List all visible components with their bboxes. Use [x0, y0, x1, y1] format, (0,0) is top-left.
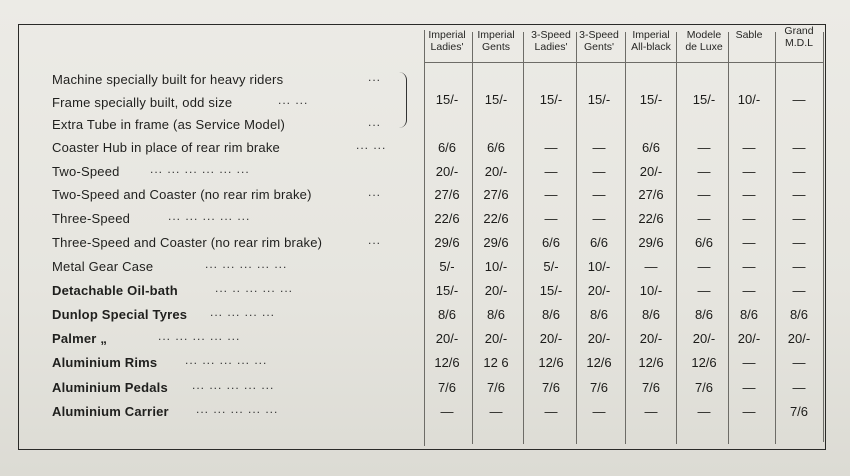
price-cell: — [742, 164, 756, 179]
leader-dots: ... ... ... ... ... [192, 378, 275, 392]
price-cell: — [697, 187, 711, 202]
price-cell: — [792, 211, 806, 226]
price-cell: — [792, 355, 806, 370]
row-label: Coaster Hub in place of rear rim brake [52, 140, 280, 155]
price-cell: — [742, 211, 756, 226]
leader-dots: ... .. ... ... ... [215, 281, 294, 295]
price-cell: 10/- [484, 259, 508, 274]
price-cell: — [644, 259, 658, 274]
price-cell: 20/- [484, 331, 508, 346]
price-cell: 6/6 [541, 235, 561, 250]
price-cell: 15/- [539, 283, 563, 298]
price-cell: — [592, 164, 606, 179]
price-cell: 10/- [587, 259, 611, 274]
column-header-line2: M.D.L [784, 36, 813, 49]
price-cell: 27/6 [434, 187, 460, 202]
price-cell: 6/6 [641, 140, 661, 155]
price-cell: — [792, 164, 806, 179]
column-header [625, 30, 677, 53]
column-header-line2: Gents' [583, 40, 615, 53]
leader-dots: ... ... ... ... ... [196, 402, 279, 416]
price-cell: — [697, 140, 711, 155]
column-header-line1: Imperial [428, 29, 466, 41]
header-rule [424, 62, 823, 63]
leader-dots: ... ... ... ... ... [158, 329, 241, 343]
column-header-line1: 3-Speed [579, 29, 619, 41]
price-cell: 27/6 [638, 187, 664, 202]
price-cell: 6/6 [437, 140, 457, 155]
row-label: Aluminium Pedals [52, 380, 168, 395]
price-cell: 20/- [484, 283, 508, 298]
row-label: Frame specially built, odd size [52, 95, 233, 110]
price-cell: — [742, 355, 756, 370]
price-cell: 7/6 [641, 380, 661, 395]
price-cell: 15/- [484, 92, 508, 107]
price-cell: — [792, 259, 806, 274]
price-cell: — [742, 187, 756, 202]
price-cell: 20/- [539, 331, 563, 346]
price-cell: — [592, 187, 606, 202]
price-cell: — [742, 404, 756, 419]
price-cell: 12/6 [434, 355, 460, 370]
price-cell: 7/6 [789, 404, 809, 419]
price-cell: 12/6 [586, 355, 612, 370]
price-cell: — [742, 140, 756, 155]
price-cell: 20/- [692, 331, 716, 346]
column-header-line1: 3-Speed [531, 29, 571, 41]
row-label: Detachable Oil-bath [52, 283, 178, 298]
leader-dots: ... ... ... ... [210, 305, 276, 319]
price-cell: 12 6 [483, 355, 509, 370]
price-cell: 8/6 [789, 307, 809, 322]
column-header [470, 30, 522, 53]
column-header [421, 30, 473, 53]
column-header-line1: Grand [784, 25, 814, 37]
price-cell: — [592, 211, 606, 226]
row-label: Aluminium Carrier [52, 404, 169, 419]
price-cell: 15/- [435, 92, 459, 107]
price-cell: 10/- [737, 92, 761, 107]
price-cell: 22/6 [434, 211, 460, 226]
row-label: Three-Speed and Coaster (no rear rim brake) [52, 235, 323, 250]
leader-dots: ... [368, 70, 382, 84]
price-cell: — [742, 380, 756, 395]
price-cell: 20/- [787, 331, 811, 346]
price-cell: 8/6 [739, 307, 759, 322]
price-cell: — [697, 211, 711, 226]
price-cell: 6/6 [486, 140, 506, 155]
leader-dots: ... [368, 233, 382, 247]
column-header-line1: Sable [735, 29, 763, 41]
column-header-line1: Imperial [632, 29, 670, 41]
price-cell: 20/- [435, 331, 459, 346]
column-rule [523, 32, 524, 444]
row-label: Two-Speed and Coaster (no rear rim brake) [52, 187, 312, 202]
column-header-line2: Ladies' [534, 40, 568, 53]
price-cell: — [440, 404, 454, 419]
row-label: Palmer „ [52, 331, 108, 346]
price-cell: 15/- [639, 92, 663, 107]
price-cell: 8/6 [694, 307, 714, 322]
price-cell: — [592, 140, 606, 155]
row-label: Metal Gear Case [52, 259, 154, 274]
price-cell: — [742, 259, 756, 274]
column-header [573, 30, 625, 53]
price-cell: — [544, 187, 558, 202]
price-cell: 20/- [587, 283, 611, 298]
price-cell: — [544, 140, 558, 155]
row-label: Two-Speed [52, 164, 120, 179]
price-cell: — [792, 187, 806, 202]
price-cell: 20/- [484, 164, 508, 179]
price-cell: 8/6 [641, 307, 661, 322]
price-cell: — [697, 283, 711, 298]
price-cell: — [697, 404, 711, 419]
price-cell: — [742, 283, 756, 298]
price-cell: 10/- [639, 283, 663, 298]
price-cell: 15/- [692, 92, 716, 107]
column-header-line2: de Luxe [685, 40, 723, 53]
price-cell: 7/6 [541, 380, 561, 395]
leader-dots: ... ... ... ... ... [168, 209, 251, 223]
price-cell: — [792, 235, 806, 250]
price-cell: 15/- [539, 92, 563, 107]
price-cell: 27/6 [483, 187, 509, 202]
price-cell: 6/6 [589, 235, 609, 250]
price-cell: 29/6 [483, 235, 509, 250]
grouping-brace [398, 72, 407, 128]
leader-dots: ... [368, 115, 382, 129]
price-cell: 12/6 [538, 355, 564, 370]
price-cell: 20/- [435, 164, 459, 179]
leader-dots: ... [368, 185, 382, 199]
column-header-line2: All-black [631, 40, 671, 53]
price-cell: 20/- [639, 164, 663, 179]
price-cell: 5/- [543, 259, 559, 274]
price-cell: 20/- [587, 331, 611, 346]
leader-dots: ... ... ... ... ... [205, 257, 288, 271]
leader-dots: ... ... [356, 138, 387, 152]
row-label: Three-Speed [52, 211, 131, 226]
price-cell: 22/6 [483, 211, 509, 226]
price-cell: 15/- [435, 283, 459, 298]
column-header [525, 30, 577, 53]
price-cell: — [792, 380, 806, 395]
price-cell: 12/6 [691, 355, 717, 370]
price-cell: — [544, 404, 558, 419]
price-cell: 5/- [439, 259, 455, 274]
price-cell: 8/6 [541, 307, 561, 322]
price-cell: — [592, 404, 606, 419]
column-header [773, 26, 825, 49]
column-header-line2: Gents [481, 40, 510, 53]
column-header-line2: Ladies' [430, 40, 464, 53]
price-cell: — [792, 92, 806, 107]
price-cell: — [644, 404, 658, 419]
price-cell: 7/6 [694, 380, 714, 395]
price-cell: — [792, 140, 806, 155]
price-cell: 8/6 [486, 307, 506, 322]
row-label: Machine specially built for heavy riders [52, 72, 284, 87]
price-cell: — [489, 404, 503, 419]
price-cell: 7/6 [486, 380, 506, 395]
price-cell: 12/6 [638, 355, 664, 370]
price-cell: — [544, 211, 558, 226]
price-cell: — [697, 259, 711, 274]
leader-dots: ... ... ... ... ... ... [150, 162, 250, 176]
price-cell: 7/6 [437, 380, 457, 395]
leader-dots: ... ... [278, 93, 309, 107]
price-cell: — [742, 235, 756, 250]
row-label: Extra Tube in frame (as Service Model) [52, 117, 286, 132]
price-cell: 7/6 [589, 380, 609, 395]
row-label: Aluminium Rims [52, 355, 158, 370]
price-cell: — [544, 164, 558, 179]
price-cell: — [792, 283, 806, 298]
price-cell: 20/- [639, 331, 663, 346]
leader-dots: ... ... ... ... ... [185, 353, 268, 367]
price-cell: 6/6 [694, 235, 714, 250]
price-cell: 8/6 [589, 307, 609, 322]
column-header-line1: Imperial [477, 29, 515, 41]
price-cell: 15/- [587, 92, 611, 107]
price-cell: 22/6 [638, 211, 664, 226]
column-header-line1: Modele [686, 29, 722, 41]
price-cell: 8/6 [437, 307, 457, 322]
price-cell: 20/- [737, 331, 761, 346]
price-cell: — [697, 164, 711, 179]
column-header [723, 30, 775, 42]
price-cell: 29/6 [638, 235, 664, 250]
price-cell: 29/6 [434, 235, 460, 250]
row-label: Dunlop Special Tyres [52, 307, 188, 322]
